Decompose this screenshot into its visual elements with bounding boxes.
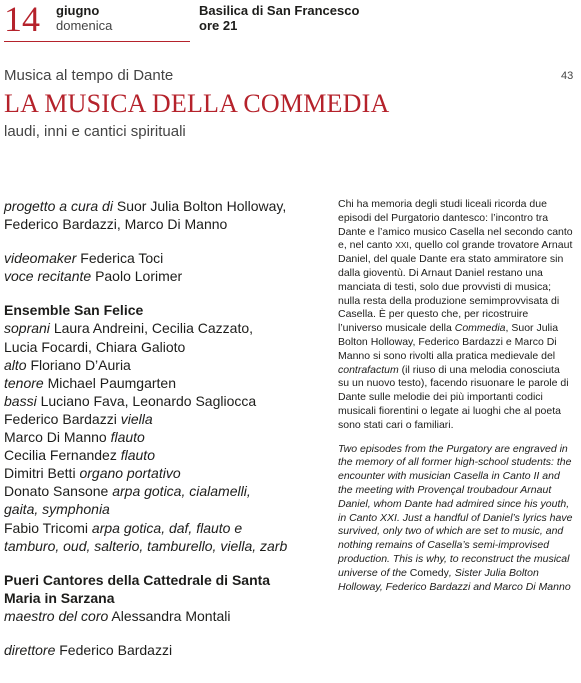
credit-line bbox=[4, 482, 324, 500]
credit-names: Marco Di Manno bbox=[4, 429, 107, 446]
header-divider bbox=[4, 41, 190, 42]
credit-instrument: viella bbox=[120, 410, 153, 427]
essay-english bbox=[338, 443, 573, 595]
page-subtitle: laudi, inni e cantici spirituali bbox=[4, 123, 186, 140]
essay-text: , quello col grande trovatore Arnaut Daniel, del quale Dante era stato ammiratore sin dalla gioventù. Di Arnaut Daniel restano una manciata di testi, solo due provvisti di musica; nulla resta della produzione semimprovvisata di Casella. È per questo che, per ricostruire l’universo musicale della bbox=[338, 239, 573, 335]
credit-line bbox=[4, 267, 324, 285]
venue-block bbox=[199, 3, 359, 33]
date-day-number: 14 bbox=[4, 0, 40, 39]
credit-line bbox=[4, 197, 324, 215]
essay-text: Chi ha memoria degli studi liceali ricorda due episodi del Purgatorio dantesco: l’incontro tra Dante e l’amico musico Casella nel secondo canto e, nel canto bbox=[338, 198, 573, 252]
credit-role: maestro del coro bbox=[4, 607, 109, 624]
essay-text: (il riuso di una melodia conosciuta su un nuovo testo), facendo risuonare le parole di Dante sulle melodie dei più importanti codici musicali fiorentini o legate ai luoghi che al poeta sono stati cari o familiari. bbox=[338, 363, 569, 431]
credit-names: Floriano D’Auria bbox=[30, 356, 131, 373]
credit-line bbox=[4, 374, 324, 392]
credit-names: Federico Bardazzi bbox=[4, 410, 117, 427]
credit-line bbox=[4, 338, 324, 356]
credit-role: bassi bbox=[4, 392, 37, 409]
credit-line bbox=[4, 428, 324, 446]
credit-line bbox=[4, 519, 324, 537]
credit-instrument: flauto bbox=[110, 429, 145, 446]
credit-names: Dimitri Betti bbox=[4, 465, 76, 482]
essay-text: Comedy bbox=[409, 566, 449, 579]
credit-instrument: organo portativo bbox=[79, 465, 181, 482]
credit-names: Fabio Tricomi bbox=[4, 519, 89, 536]
credit-role: videomaker bbox=[4, 250, 77, 267]
credit-line bbox=[4, 446, 324, 464]
credit-role: direttore bbox=[4, 641, 56, 658]
page-number: 43 bbox=[561, 70, 574, 82]
credit-names: Federico Bardazzi, Marco Di Manno bbox=[4, 216, 228, 233]
credit-line bbox=[4, 410, 324, 428]
venue-name: Basilica di San Francesco bbox=[199, 3, 360, 18]
credit-role: voce recitante bbox=[4, 268, 92, 285]
credit-role: soprani bbox=[4, 320, 50, 337]
credit-line bbox=[4, 500, 324, 518]
credit-role: alto bbox=[4, 356, 27, 373]
credit-line bbox=[4, 356, 324, 374]
credit-line bbox=[4, 319, 324, 337]
essay-column bbox=[338, 198, 573, 594]
credit-line bbox=[4, 392, 324, 410]
credits-column bbox=[4, 197, 324, 659]
credit-line bbox=[4, 641, 324, 659]
credit-names: Cecilia Fernandez bbox=[4, 447, 117, 464]
credit-line bbox=[4, 607, 324, 625]
series-name: Musica al tempo di Dante bbox=[4, 67, 174, 84]
credit-names: Lucia Focardi, Chiara Galioto bbox=[4, 338, 186, 355]
credit-names: Paolo Lorimer bbox=[95, 268, 183, 285]
credit-names: Federica Toci bbox=[80, 250, 164, 267]
page-title: LA MUSICA DELLA COMMEDIA bbox=[4, 89, 390, 118]
credit-line bbox=[4, 249, 324, 267]
credit-line bbox=[4, 215, 324, 233]
credit-names: Suor Julia Bolton Holloway, bbox=[116, 198, 287, 214]
ensemble-name: Ensemble San Felice bbox=[4, 302, 144, 319]
credit-line bbox=[4, 537, 324, 555]
credit-names: Michael Paumgarten bbox=[47, 374, 176, 391]
choir-name: Pueri Cantores della Cattedrale di Santa bbox=[4, 571, 271, 588]
credit-names: Federico Bardazzi bbox=[59, 641, 173, 658]
essay-text: Two episodes from the Purgatory are engraved in the memory of all former high-school students: the encounter with musician Casella in Canto II and the meeting with Provençal troubadour Arnaut Daniel, whom Dante had admired since his youth, in Canto XXI. Just a handful of Daniel’s lyrics have survived, only two of which are set to music, and nothing remains of Casella’s semi-improvised production. This is why, to reconstruct the musical universe of the bbox=[338, 442, 573, 579]
credit-role: tenore bbox=[4, 374, 44, 391]
date-weekday: domenica bbox=[56, 18, 113, 33]
event-time: ore 21 bbox=[199, 18, 238, 33]
choir-name: Maria in Sarzana bbox=[4, 589, 115, 606]
credit-instrument: arpa gotica, daf, flauto e bbox=[91, 519, 243, 536]
credit-line bbox=[4, 464, 324, 482]
essay-italian bbox=[338, 198, 573, 433]
essay-text: contrafactum bbox=[338, 363, 399, 376]
essay-text: Commedia bbox=[454, 322, 506, 335]
credit-role: progetto a cura di bbox=[4, 198, 113, 214]
credit-names: Laura Andreini, Cecilia Cazzato, bbox=[53, 320, 254, 337]
credit-names: Alessandra Montali bbox=[111, 607, 231, 624]
credit-names: Luciano Fava, Leonardo Sagliocca bbox=[40, 392, 257, 409]
credit-instrument: gaita, symphonia bbox=[4, 501, 110, 518]
credit-names: Donato Sansone bbox=[4, 483, 109, 500]
credit-instrument: flauto bbox=[120, 447, 155, 464]
credit-instrument: arpa gotica, cialamelli, bbox=[112, 483, 251, 500]
essay-text: , Suor Julia Bolton Holloway, Federico Bardazzi e Marco Di Manno si sono rivolti alla pratica medievale del bbox=[338, 322, 559, 362]
essay-text: , Sister Julia Bolton Holloway, Federico Bardazzi and Marco Di Manno bbox=[338, 566, 571, 593]
essay-text: XXI bbox=[395, 240, 409, 251]
date-month: giugno bbox=[56, 3, 100, 18]
credit-instrument: tamburo, oud, salterio, tamburello, viella, zarb bbox=[4, 537, 288, 554]
